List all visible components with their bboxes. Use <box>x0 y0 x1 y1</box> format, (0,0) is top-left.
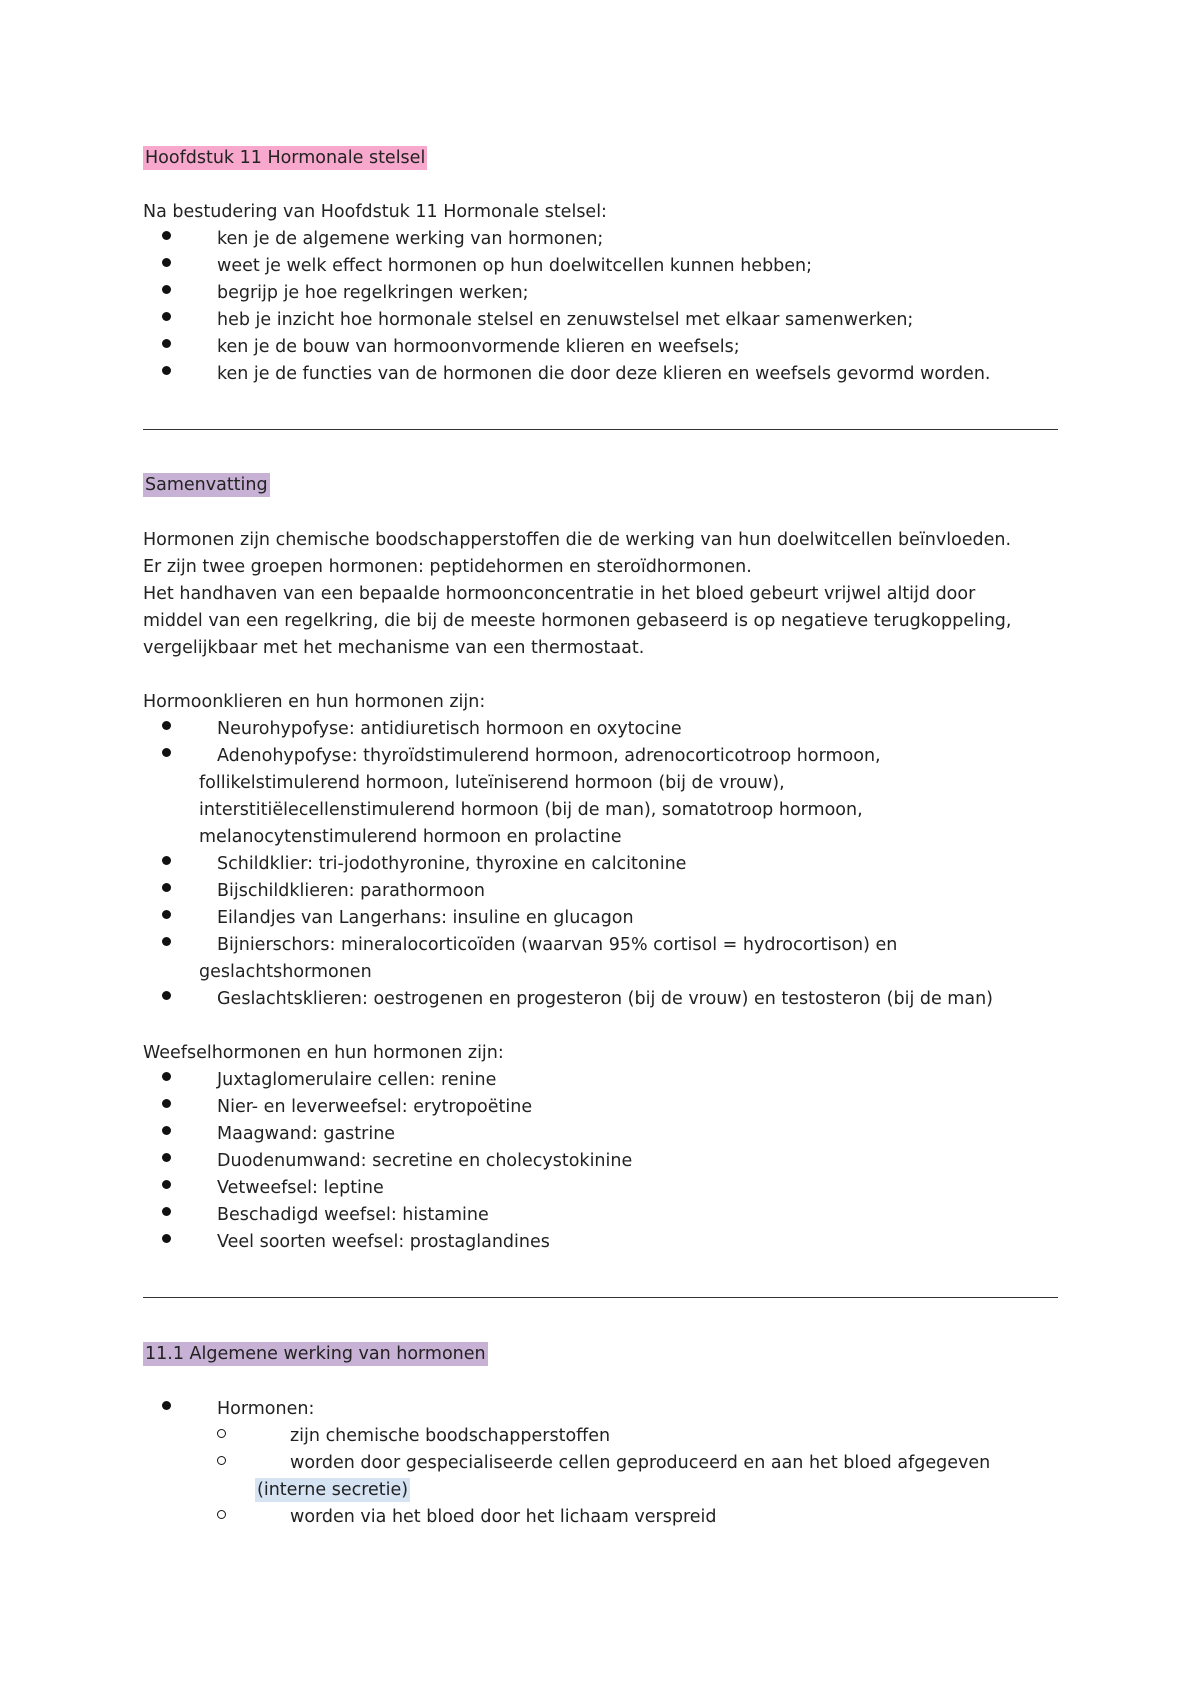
bullet-icon <box>162 1072 171 1081</box>
gland-item: Bijnierschors: mineralocorticoïden (waarvan 95% cortisol = hydrocortison) en <box>217 935 898 955</box>
glands-lead: Hormoonklieren en hun hormonen zijn: <box>143 692 486 712</box>
intro-item: ken je de bouw van hormoonvormende klieren en weefsels; <box>217 337 740 357</box>
gland-item: Schildklier: tri-jodothyronine, thyroxine en calcitonine <box>217 854 687 874</box>
summary-title-highlight: Samenvatting <box>145 475 268 495</box>
bullet-icon <box>162 721 171 730</box>
section-divider <box>143 1297 1058 1298</box>
summary-paragraph-line: Er zijn twee groepen hormonen: peptidehormen en steroïdhormonen. <box>143 557 752 577</box>
summary-paragraph-line: Hormonen zijn chemische boodschapperstoffen die de werking van hun doelwitcellen beïnvloeden. <box>143 530 1012 550</box>
bullet-icon <box>162 366 171 375</box>
tissue-item: Duodenumwand: secretine en cholecystokinine <box>217 1151 633 1171</box>
bullet-icon <box>162 1099 171 1108</box>
section-11-1-item: Hormonen: <box>217 1399 315 1419</box>
bullet-icon <box>162 1153 171 1162</box>
summary-paragraph-line: Het handhaven van een bepaalde hormoonconcentratie in het bloed gebeurt vrijwel altijd door <box>143 584 976 604</box>
interne-secretie-highlight: (interne secretie) <box>257 1480 409 1500</box>
intro-item: ken je de algemene werking van hormonen; <box>217 229 604 249</box>
circle-bullet-icon <box>217 1429 226 1438</box>
bullet-icon <box>162 748 171 757</box>
tissue-item: Vetweefsel: leptine <box>217 1178 384 1198</box>
bullet-icon <box>162 937 171 946</box>
chapter-title-highlight: Hoofdstuk 11 Hormonale stelsel <box>145 148 426 168</box>
tissue-item: Beschadigd weefsel: histamine <box>217 1205 489 1225</box>
gland-item: Geslachtsklieren: oestrogenen en progesteron (bij de vrouw) en testosteron (bij de man) <box>217 989 993 1009</box>
gland-item: Bijschildklieren: parathormoon <box>217 881 485 901</box>
bullet-icon <box>162 991 171 1000</box>
gland-item-continuation: follikelstimulerend hormoon, luteïniserend hormoon (bij de vrouw), <box>199 773 785 793</box>
bullet-icon <box>162 312 171 321</box>
summary-paragraph-line: vergelijkbaar met het mechanisme van een thermostaat. <box>143 638 645 658</box>
section-11-1-title <box>143 1340 488 1368</box>
gland-item-continuation: melanocytenstimulerend hormoon en prolactine <box>199 827 622 847</box>
bullet-icon <box>162 285 171 294</box>
gland-item-continuation: interstitiëlecellenstimulerend hormoon (bij de man), somatotroop hormoon, <box>199 800 863 820</box>
circle-bullet-icon <box>217 1510 226 1519</box>
bullet-icon <box>162 856 171 865</box>
tissue-item: Veel soorten weefsel: prostaglandines <box>217 1232 550 1252</box>
summary-title <box>143 471 270 499</box>
intro-item: begrijp je hoe regelkringen werken; <box>217 283 529 303</box>
section-11-1-subitem: zijn chemische boodschapperstoffen <box>290 1426 611 1446</box>
intro-item: heb je inzicht hoe hormonale stelsel en zenuwstelsel met elkaar samenwerken; <box>217 310 914 330</box>
section-11-1-title-highlight: 11.1 Algemene werking van hormonen <box>145 1344 486 1364</box>
bullet-icon <box>162 910 171 919</box>
bullet-icon <box>162 1234 171 1243</box>
tissue-item: Juxtaglomerulaire cellen: renine <box>217 1070 497 1090</box>
gland-item: Neurohypofyse: antidiuretisch hormoon en oxytocine <box>217 719 682 739</box>
intro-item: ken je de functies van de hormonen die door deze klieren en weefsels gevormd worden. <box>217 364 991 384</box>
bullet-icon <box>162 1180 171 1189</box>
bullet-icon <box>162 883 171 892</box>
gland-item: Adenohypofyse: thyroïdstimulerend hormoon, adrenocorticotroop hormoon, <box>217 746 881 766</box>
bullet-icon <box>162 231 171 240</box>
bullet-icon <box>162 258 171 267</box>
intro-item: weet je welk effect hormonen op hun doelwitcellen kunnen hebben; <box>217 256 813 276</box>
bullet-icon <box>162 1126 171 1135</box>
tissue-item: Nier- en leverweefsel: erytropoëtine <box>217 1097 533 1117</box>
chapter-title <box>143 144 427 172</box>
section-divider <box>143 429 1058 430</box>
circle-bullet-icon <box>217 1456 226 1465</box>
section-11-1-subitem-continuation <box>255 1476 410 1504</box>
intro-lead: Na bestudering van Hoofdstuk 11 Hormonale stelsel: <box>143 202 607 222</box>
bullet-icon <box>162 1401 171 1410</box>
bullet-icon <box>162 339 171 348</box>
gland-item-continuation: geslachtshormonen <box>199 962 372 982</box>
section-11-1-subitem: worden via het bloed door het lichaam verspreid <box>290 1507 717 1527</box>
tissues-lead: Weefselhormonen en hun hormonen zijn: <box>143 1043 504 1063</box>
section-11-1-subitem: worden door gespecialiseerde cellen geproduceerd en aan het bloed afgegeven <box>290 1453 991 1473</box>
gland-item: Eilandjes van Langerhans: insuline en glucagon <box>217 908 634 928</box>
bullet-icon <box>162 1207 171 1216</box>
summary-paragraph-line: middel van een regelkring, die bij de meeste hormonen gebaseerd is op negatieve terugkoppeling, <box>143 611 1012 631</box>
tissue-item: Maagwand: gastrine <box>217 1124 396 1144</box>
